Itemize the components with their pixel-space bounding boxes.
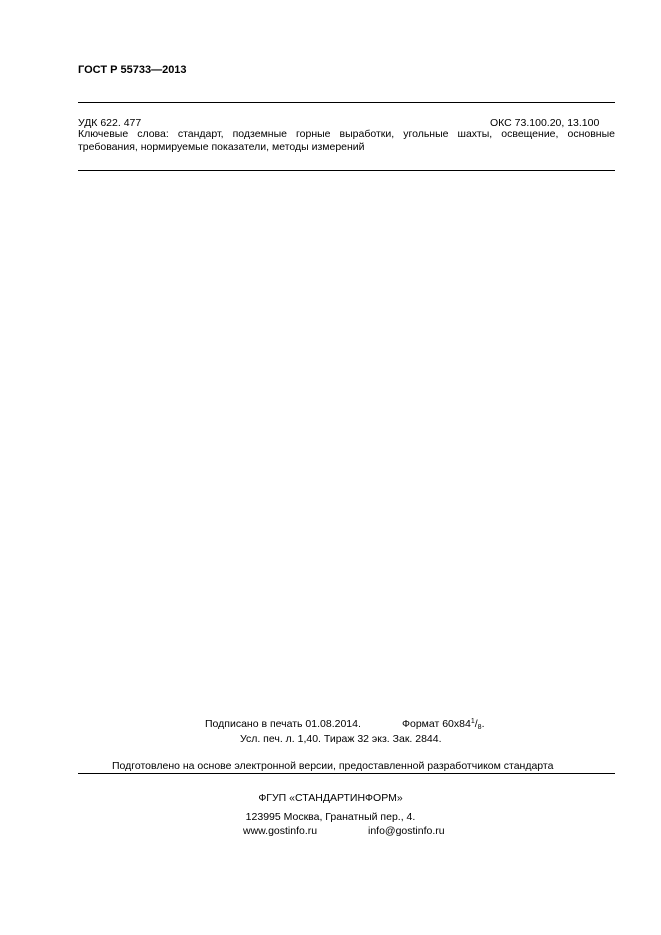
publisher-email-link[interactable]: info@gostinfo.ru [368, 825, 445, 837]
prepared-note: Подготовлено на основе электронной версии, предоставленной разработчиком стандарта [112, 760, 554, 772]
format-tail: . [481, 718, 485, 730]
oks-code: ОКС 73.100.20, 13.100 [490, 117, 600, 129]
publisher-address: 123995 Москва, Гранатный пер., 4. [245, 811, 416, 823]
keywords-block [78, 128, 615, 154]
format-label: Формат 60x84 [402, 718, 471, 730]
standard-code: ГОСТ Р 55733—2013 [78, 64, 187, 76]
signed-to-print: Подписано в печать 01.08.2014. [205, 718, 361, 730]
print-format: Формат $60x84^1/_8$. [402, 718, 485, 731]
format-denominator: 8 [477, 724, 482, 731]
format-numerator: 1 [470, 718, 475, 725]
udk-code: УДК 622. 477 [78, 117, 142, 129]
keywords-line-2: требования, нормируемые показатели, методы измерений [78, 141, 365, 153]
keywords-divider [78, 170, 615, 171]
publisher-name: ФГУП «СТАНДАРТИНФОРМ» [258, 792, 403, 804]
bottom-divider [78, 773, 615, 774]
print-sheets-info: Усл. печ. л. 1,40. Тираж 32 экз. Зак. 2844. [240, 733, 442, 745]
keywords-line-1: Ключевые слова: стандарт, подземные горные выработки, угольные шахты, освещение, основные [78, 128, 615, 140]
top-divider [78, 102, 615, 103]
publisher-website-link[interactable]: www.gostinfo.ru [243, 825, 318, 837]
